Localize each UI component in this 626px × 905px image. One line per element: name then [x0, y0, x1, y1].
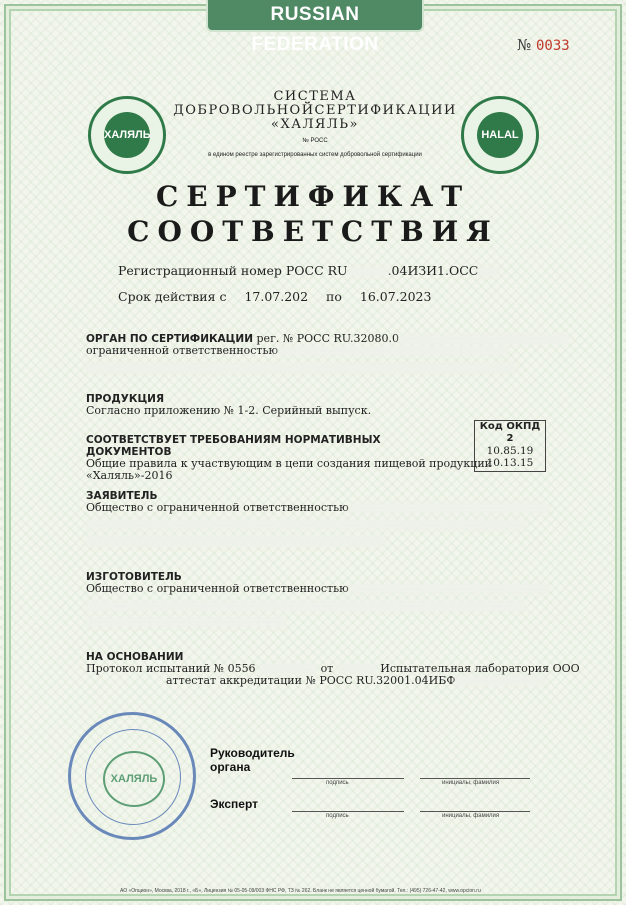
redacted-block [86, 601, 526, 611]
redacted-block [399, 334, 569, 344]
print-footer: АО «Опцион», Москва, 2018 г., «Б», Лицензия № 05-05-09/003 ФНС РФ, ТЗ № 262. Бланк не является ценной бумагой. Тел.: (495) 726-47-42, www.opcion.ru [120, 888, 481, 894]
head-label-line-1: Руководитель [210, 746, 295, 760]
certification-stamp [68, 712, 196, 840]
redacted-block [86, 363, 516, 373]
okpd-heading: Код ОКПД 2 [479, 421, 541, 444]
expert-label: Эксперт [210, 797, 259, 811]
cert-body-text: ограниченной ответственностью [86, 344, 279, 357]
validity-from: 17.07.202 [244, 289, 309, 304]
section-applicant [86, 490, 549, 546]
basis-text-2: аттестат аккредитации № РОСС RU.32001.04ИБФ [166, 674, 456, 687]
okpd-code: 10.85.19 [486, 445, 534, 457]
registration-label: Регистрационный номер [118, 263, 282, 278]
redacted-block [478, 267, 498, 277]
halal-seal-left-icon: ХАЛЯЛЬ [104, 112, 150, 158]
certification-system-header [160, 90, 470, 162]
redacted-block [349, 584, 549, 594]
cert-body-reg: рег. № РОСС RU.32080.0 [256, 332, 400, 345]
product-heading: ПРОДУКЦИЯ [86, 393, 165, 405]
validity-to: 16.07.2023 [359, 289, 432, 304]
title-conformity: СООТВЕТСТВИЯ [127, 215, 499, 248]
cert-body-heading: ОРГАН ПО СЕРТИФИКАЦИИ [86, 333, 254, 345]
registration-value-start: РОСС RU [285, 263, 348, 278]
requirements-text: Общие правила к участвующим в цепи создания пищевой продукции «Халяль»-2016 [86, 457, 493, 482]
country-banner: RUSSIAN FEDERATION [206, 0, 424, 32]
head-sign-caption: подпись [326, 780, 349, 786]
validity-label: Срок действия с [118, 289, 227, 304]
head-label-line-2: органа [210, 760, 251, 774]
basis-text-lab: Испытательная лаборатория ООО [380, 662, 580, 675]
requirements-heading-2: ДОКУМЕНТОВ [86, 446, 172, 458]
halal-seal-right [461, 96, 539, 174]
head-sign-line [292, 778, 404, 779]
section-product [86, 393, 371, 417]
manufacturer-heading: ИЗГОТОВИТЕЛЬ [86, 571, 182, 583]
system-line-1: СИСТЕМА [273, 89, 357, 104]
head-name-caption: инициалы, фамилия [442, 780, 500, 786]
redacted-block [348, 267, 388, 277]
redacted-block [337, 664, 377, 674]
system-line-2: ДОБРОВОЛЬНОЙСЕРТИФИКАЦИИ [173, 103, 457, 118]
halal-seal-right-icon: HALAL [477, 112, 523, 158]
product-text: Согласно приложению № 1-2. Серийный выпуск. [86, 404, 372, 417]
validity-period [118, 289, 445, 304]
redacted-block [86, 536, 386, 546]
registration-value-end: .04ИЗИ1.ОСС [387, 263, 479, 278]
system-reg-no: № РОСС [302, 138, 328, 144]
expert-name-line [420, 811, 530, 812]
number-prefix: № [517, 36, 532, 54]
head-of-body-label [210, 746, 295, 774]
okpd-code: 10.13.15 [486, 457, 534, 469]
stamp-halal-icon: ХАЛЯЛЬ [103, 751, 165, 807]
section-cert-body [86, 333, 569, 373]
requirements-heading: СООТВЕТСТВУЕТ ТРЕБОВАНИЯМ НОРМАТИВНЫХ [86, 434, 381, 446]
registration-number [118, 263, 498, 278]
validity-to-label: по [326, 289, 342, 304]
section-requirements [86, 434, 526, 482]
redacted-block [86, 520, 526, 530]
manufacturer-text: Общество с ограниченной ответственностью [86, 582, 349, 595]
expert-sign-caption: подпись [326, 813, 349, 819]
redacted-block [455, 676, 545, 686]
system-reg-sub: в едином реестре зарегистрированных систем добровольной сертификации [208, 152, 422, 158]
redacted-block [349, 503, 549, 513]
basis-text-from: от [320, 662, 334, 675]
title-certificate: СЕРТИФИКАТ [155, 180, 471, 213]
system-line-3: «ХАЛЯЛЬ» [271, 117, 359, 132]
applicant-heading: ЗАЯВИТЕЛЬ [86, 490, 158, 502]
redacted-block [259, 664, 317, 674]
section-manufacturer [86, 571, 549, 627]
redacted-block [86, 617, 286, 627]
halal-seal-left [88, 96, 166, 174]
basis-heading: НА ОСНОВАНИИ [86, 651, 184, 663]
section-basis [86, 651, 580, 687]
applicant-text: Общество с ограниченной ответственностью [86, 501, 349, 514]
expert-sign-line [292, 811, 404, 812]
redacted-block [278, 346, 508, 356]
head-name-line [420, 778, 530, 779]
certificate-number [517, 36, 570, 54]
basis-text-1: Протокол испытаний № 0556 [86, 662, 256, 675]
expert-name-caption: инициалы, фамилия [442, 813, 500, 819]
number-value: 0033 [535, 38, 570, 54]
